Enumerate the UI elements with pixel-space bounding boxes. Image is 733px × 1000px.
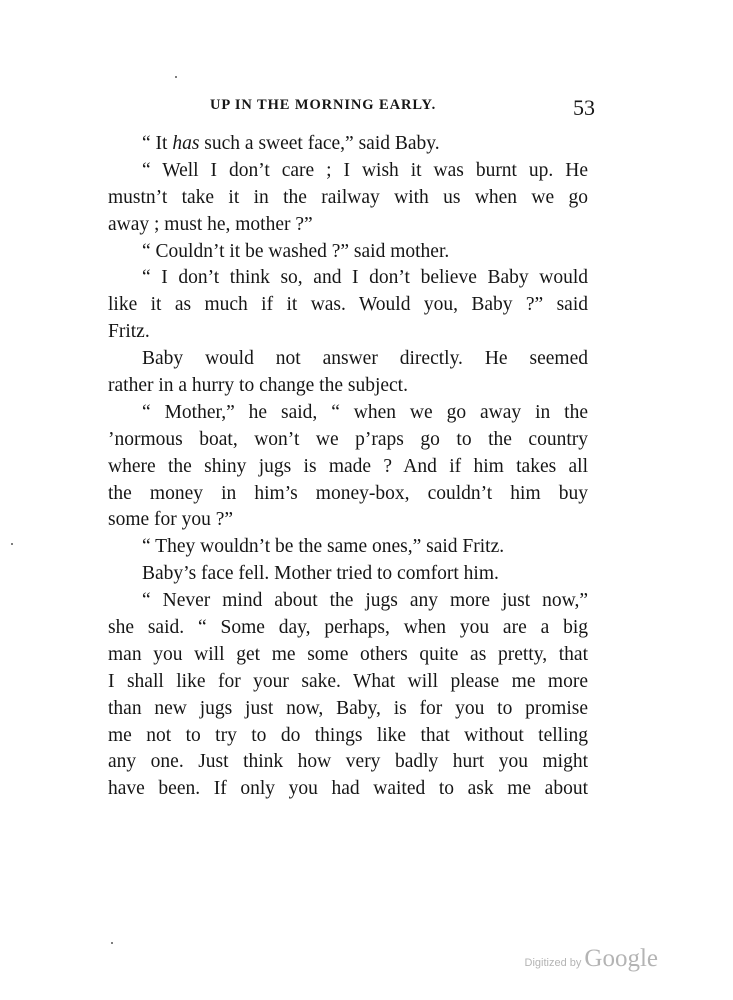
text-line: me not to try to do things like that without telling	[108, 724, 588, 746]
text-line: ’normous boat, won’t we p’raps go to the country	[108, 428, 588, 450]
watermark-prefix: Digitized by	[524, 957, 582, 969]
body-text	[108, 131, 588, 803]
text-line: rather in a hurry to change the subject.	[108, 375, 408, 397]
page-header	[210, 95, 595, 125]
text-line: like it as much if it was. Would you, Baby ?” said	[108, 294, 588, 316]
text-line: “ They wouldn’t be the same ones,” said Fritz.	[142, 536, 505, 558]
text-line: away ; must he, mother ?”	[108, 213, 313, 235]
text-line: the money in him’s money-box, couldn’t him buy	[108, 482, 588, 504]
text-line: she said. “ Some day, perhaps, when you are a big	[108, 617, 588, 639]
text-line: Fritz.	[108, 321, 150, 343]
text-line: any one. Just think how very badly hurt you might	[108, 751, 588, 773]
text-line: “ It has such a sweet face,” said Baby.	[142, 133, 440, 154]
digitized-watermark	[525, 945, 658, 973]
text-line: “ I don’t think so, and I don’t believe Baby would	[142, 267, 588, 289]
text-line: I shall like for your sake. What will please me more	[108, 670, 588, 692]
text-line: man you will get me some others quite as pretty, that	[108, 643, 588, 665]
text-line: “ Well I don’t care ; I wish it was burnt up. He	[142, 159, 588, 181]
text-line: “ Couldn’t it be washed ?” said mother.	[142, 240, 450, 262]
text-line: Baby’s face fell. Mother tried to comfort him.	[142, 563, 499, 585]
text-line: mustn’t take it in the railway with us when we go	[108, 186, 588, 208]
text-line: “ Never mind about the jugs any more just now,”	[142, 590, 588, 612]
text-line: Baby would not answer directly. He seemed	[142, 348, 588, 370]
text-line: “ Mother,” he said, “ when we go away in the	[142, 401, 588, 423]
emphasis: has	[172, 133, 200, 154]
text-line: some for you ?”	[108, 509, 234, 531]
scan-speck	[111, 942, 113, 944]
text-line: have been. If only you had waited to ask me about	[108, 778, 588, 800]
scan-speck	[175, 76, 177, 78]
google-logo: Google	[584, 945, 658, 972]
scan-speck	[11, 543, 13, 545]
text-line: than new jugs just now, Baby, is for you to promise	[108, 697, 588, 719]
page-number: 53	[573, 95, 595, 120]
running-head: UP IN THE MORNING EARLY.	[210, 97, 437, 113]
text-line: where the shiny jugs is made ? And if him takes all	[108, 455, 588, 477]
